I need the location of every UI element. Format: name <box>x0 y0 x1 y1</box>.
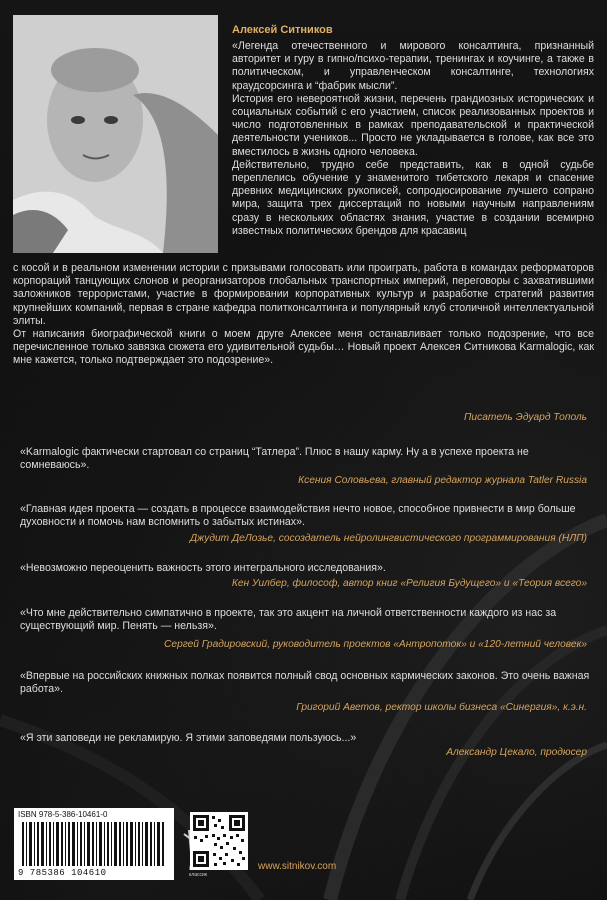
bio-paragraph: Действительно, трудно себе представить, как в одной судьбе переплелись обучение у знаменитого тибетского лекаря и спасение древних медицинских рукописей, сопродюсирование лучшего сопрано мира, защита трех диссертаций по новыми научным направлениям сразу в нескольких областях знания, участие в создании всемирно известных политических брендов для красавиц <box>232 158 594 237</box>
publisher-name: классик <box>189 872 207 878</box>
isbn-number: ISBN 978-5-386-10461-0 <box>18 810 108 819</box>
quote-attribution: Кен Уилбер, философ, автор книг «Религия Будущего» и «Теория всего» <box>231 578 587 589</box>
barcode-digits: 9 785386 104610 <box>18 868 107 878</box>
quote-attribution: Григорий Аветов, ректор школы бизнеса «Синергия», к.э.н. <box>296 702 587 713</box>
quote-text: «Главная идея проекта — создать в процессе взаимодействия нечто новое, способное привнести в мир больше духовности и помочь нам вспомнить о забытых истинах». <box>20 503 576 529</box>
qr-code[interactable] <box>190 812 248 870</box>
bio-text-top <box>232 40 594 238</box>
bio-paragraph: «Легенда отечественного и мирового консалтинга, признанный авторитет и гуру в гипно/психо-терапии, тренингах и коучинге, а также в политическом, и управленческом консалтинге, технологиях краудсорсинга и “фабрик мысли”. <box>232 40 594 92</box>
website-link[interactable]: www.sitnikov.com <box>258 861 337 872</box>
bio-paragraph: История его невероятной жизни, перечень грандиозных исторических и социальных событий с его участием, список реализованных проектов и число подготовленных в рамках преподавательской и практической деятельности учеников... Просто не укладывается в голове, как все это вместилось в жизнь одного человека. <box>232 92 594 158</box>
portrait-illustration <box>13 15 218 253</box>
quote-text: «Невозможно переоценить важность этого интегрального исследования». <box>20 562 386 574</box>
quote-text: «Я эти заповеди не рекламирую. Я этими заповедями пользуюсь...» <box>20 732 357 744</box>
quote-text: «Karmalogic фактически стартовал со страниц “Татлера”. Плюс в нашу карму. Ну а в успехе проекта не сомневаюсь». <box>20 446 529 472</box>
qr-code-icon <box>190 812 248 870</box>
quote-attribution: Джудит ДеЛозье, сосоздатель нейролингвистического программирования (НЛП) <box>189 533 587 544</box>
quote-attribution: Александр Цекало, продюсер <box>446 747 587 758</box>
author-portrait <box>13 15 218 253</box>
quote-attribution: Сергей Градировский, руководитель проектов «Антропоток» и «120-летний человек» <box>164 639 587 650</box>
isbn-barcode <box>14 808 174 880</box>
bio-paragraph: с косой и в реальном изменении истории с призывами голосовать или проиграть, работа в командах реформаторов корпораций танцующих слонов и реорганизаторов глобальных транспортных империй, переговоры с захватившими заложников террористами, участие в формировании корпоративных культур и разработке стратегий развития крупнейших компаний, первая в стране кафедра политконсалтинга и популярный клуб столичной интеллектуальной элиты. <box>13 262 594 327</box>
bio-text-wide <box>13 262 594 368</box>
bio-attribution: Писатель Эдуард Тополь <box>464 412 587 423</box>
quote-text: «Что мне действительно симпатично в проекте, так это акцент на личной ответственности каждого из нас за существующий мир. Пенять — нельзя». <box>20 607 557 633</box>
bio-paragraph: От написания биографической книги о моем друге Алексее меня останавливает только подозрение, что все перечисленное только завязка сюжета его удивительной судьбы… Новый проект Алексея Ситникова Karmalogic, как мне кажется, только подтверждает это подозрение». <box>13 328 594 367</box>
quote-text: «Впервые на российских книжных полках появится полный свод основных кармических законов. Это очень важная работа». <box>20 670 590 696</box>
author-name: Алексей Ситников <box>232 24 333 36</box>
quote-attribution: Ксения Соловьева, главный редактор журнала Tatler Russia <box>298 475 587 486</box>
